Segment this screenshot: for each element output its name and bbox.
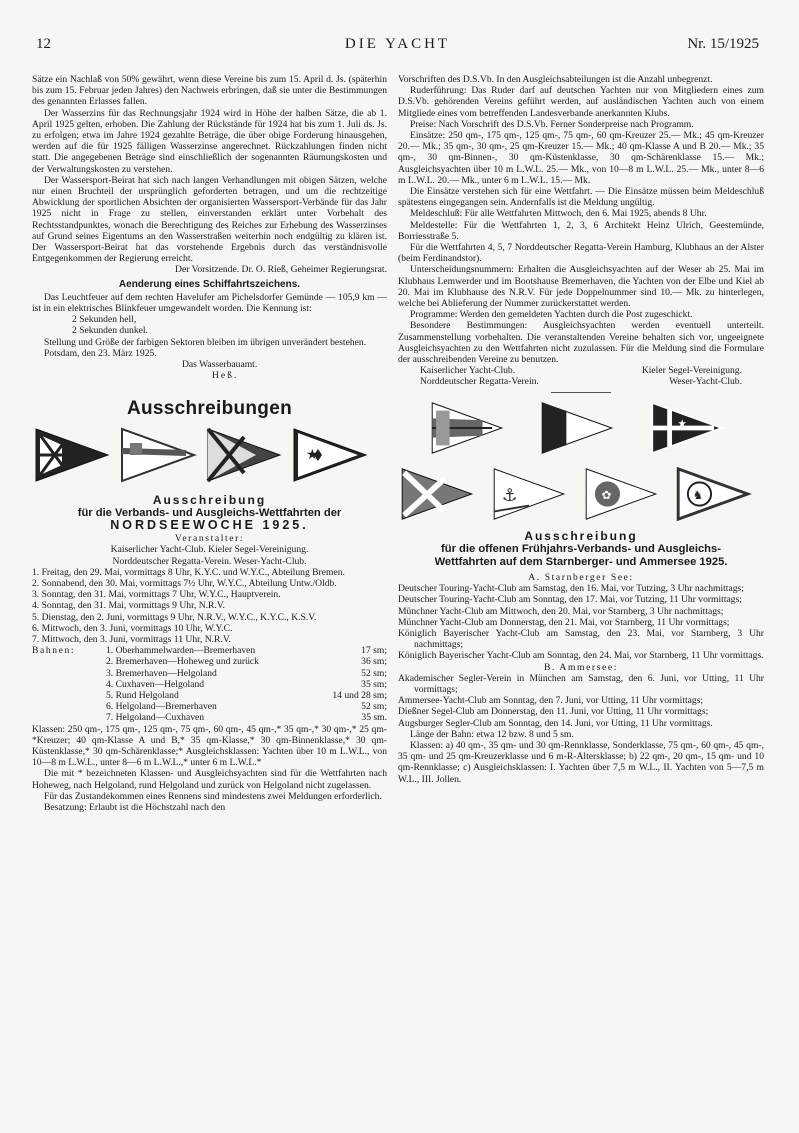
- pennant-icon: [490, 465, 568, 523]
- course-route: 2. Bremerhaven—Hoheweg und zurück: [106, 656, 259, 668]
- svg-text:★: ★: [677, 416, 687, 430]
- pennant-icon: [32, 425, 112, 485]
- club-name: Kieler Segel-Vereinigung.: [641, 365, 742, 377]
- list-item: Deutscher Touring-Yacht-Club am Samstag, den 16. Mai, vor Tutzing, 3 Uhr nachmittags;: [398, 583, 744, 595]
- signoff: Der Vorsitzende. Dr. O. Rieß, Geheimer Regierungsrat.: [175, 264, 387, 276]
- list-item: Münchner Yacht-Club am Donnerstag, den 21. Mai, vor Starnberg, 11 Uhr vormittags;: [398, 616, 730, 628]
- paragraph: Klassen: a) 40 qm-, 35 qm- und 30 qm-Rennklasse, Sonderklasse, 75 qm-, 60 qm-, 45 qm-, 35 qm- und 25 qm-Kreuzerklasse und 6 m-R-Altersklasse; b) 22 qm-, 20 qm-, 15 qm- und 10 qm-Rennklasse; c) Ausgleichsklassen: I. Yachten über 7,5 m W.L., II. Yachten von 5—7,5 m W.L., III. Jollen.: [398, 739, 764, 785]
- list-item: Dießner Segel-Club am Donnerstag, den 11. Juni, vor Utting, 11 Uhr vormittags;: [398, 706, 709, 718]
- paragraph: Stellung und Größe der farbigen Sektoren bleiben im übrigen unverändert bestehen.: [44, 336, 367, 348]
- organizer-clubs: Norddeutscher Regatta-Verein. Weser-Yacht-Club.: [112, 555, 307, 567]
- paragraph: Die Einsätze verstehen sich für eine Wettfahrt. — Die Einsätze müssen beim Meldeschluß spätestens eingegangen sein. Andernfalls ist die Meldung ungültig.: [398, 186, 764, 209]
- event-name: NORDSEEWOCHE 1925.: [110, 517, 309, 532]
- club-name: Kaiserlicher Yacht-Club.: [420, 365, 516, 377]
- paragraph: Unterscheidungsnummern: Erhalten die Ausgleichsyachten auf der Weser ab 25. Mai im Klubhaus Lemwerder und im Bootshause Bremerhaven, die Yachten von der Elbe und Kiel ab 20. Mai im Klubhause des N.R.V. Für jede Doppelnummer sind 10.— Mk. zu hinterlegen, welche bei Ablieferung der Nummer zurückerstattet werden.: [398, 264, 764, 310]
- page-number: 12: [36, 36, 51, 52]
- section-title: Ausschreibungen: [127, 398, 292, 420]
- svg-text:♞: ♞: [692, 487, 704, 502]
- pennant-icon: [290, 425, 370, 485]
- pennant-icon: [538, 399, 616, 457]
- list-item: Ammersee-Yacht-Club am Sonntag, den 7. Juni, vor Utting, 11 Uhr vormittags;: [398, 695, 704, 707]
- course-route: 3. Bremerhaven—Helgoland: [106, 667, 217, 679]
- paragraph: Meldeschluß: Für alle Wettfahrten Mittwoch, den 6. Mai 1925, abends 8 Uhr.: [410, 208, 707, 220]
- pennant-icon: [674, 465, 752, 523]
- list-item: 4. Sonntag, den 31. Mai, vormittags 9 Uhr, N.R.V.: [32, 600, 225, 612]
- club-name: Weser-Yacht-Club.: [669, 376, 742, 388]
- paragraph: Der Wassersport-Beirat hat sich nach langen Verhandlungen mit obigen Sätzen, welche nur einen Bruchteil der ursprünglich geforderten betragen, und um die rechtzeitige Abwicklung der sportlichen Absichten der organisierten Wassersport-Verbände für das Jahr 1925 nicht in Frage zu stellen, einverstanden erklärt unter Vorbehalt des Rechtsstandpunktes, wonach die Berechtigung des Reiches zur Erhebung des Wasserzinses auf Grund seines Eigentums an den Wasserstraßen weiterhin noch endgültig zu klären ist. Der Wassersport-Beirat hat das vorstehende Ergebnis durch das verständnisvolle Entgegenkommen der Regierung erreicht.: [32, 174, 387, 265]
- course-route: 5. Rund Helgoland: [106, 689, 179, 701]
- pennant-icon: [428, 399, 506, 457]
- pennant-icon: [118, 425, 198, 485]
- issue-number: Nr. 15/1925: [687, 36, 759, 52]
- pennants-row: [32, 425, 387, 489]
- page-header: [36, 36, 759, 56]
- list-item: 5. Dienstag, den 2. Juni, vormittags 9 Uhr, N.R.V., W.Y.C., K.Y.C., K.S.V.: [32, 611, 317, 623]
- organizer-label: Veranstalter:: [174, 533, 245, 545]
- svg-text:✿: ✿: [601, 487, 612, 502]
- svg-text:⚓: ⚓: [501, 485, 518, 506]
- list-item: 6. Mittwoch, den 3. Juni, vormittags 10 Uhr, W.Y.C.: [32, 622, 233, 634]
- announcement-subtitle: Wettfahrten auf dem Starnberger- und Ammersee 1925.: [434, 555, 728, 568]
- announcement-title: Ausschreibung: [152, 492, 267, 507]
- list-item: Akademischer Segler-Verein in München am Samstag, den 6. Juni, vor Utting, 11 Uhr vormittags;: [398, 672, 764, 695]
- course-distance: 17 sm;: [361, 645, 387, 657]
- announcement-subtitle: für die Verbands- und Ausgleichs-Wettfahrten der: [77, 506, 342, 519]
- course-distance: 36 sm;: [361, 656, 387, 668]
- list-item: 3. Sonntag, den 31. Mai, vormittags 7 Uhr, W.Y.C., Hauptverein.: [32, 589, 281, 601]
- courses-label: Bahnen:: [32, 645, 76, 657]
- paragraph: Besondere Bestimmungen: Ausgleichsyachten werden eventuell unterteilt. Zusammenstellung vorbehalten. Die veranstaltenden Vereine behalten sich vor, ungeeignete Ausgleichsyachten zu den Wettfahrten nicht zuzulassen. Für die Meldung sind die Formulare der ausschreibenden Vereine zu benutzen.: [398, 320, 764, 366]
- race-schedule: [32, 567, 387, 645]
- race-schedule: [398, 673, 764, 729]
- course-distance: 52 sm;: [361, 667, 387, 679]
- course-route: 4. Cuxhaven—Helgoland: [106, 678, 205, 690]
- paragraph: Der Wasserzins für das Rechnungsjahr 1924 wird in Höhe der halben Sätze, die ab 1. April 1925 gelten, erhoben. Die Zahlung der Rückstände für 1924 hat bis zum 1. Juli ds. Js. zu erfolgen; etwa im Jahre 1924 gezahlte Beträge, die über obige Forderung hinausgehen, werden auf die für 1925 fälligen Wasserzinse angerechnet. Rückzahlungen finden nicht statt. Die angegebenen Beträge sind einschließlich der sogenannten Räumungskosten und der Verwaltungskosten zu verstehen.: [32, 107, 387, 175]
- course-distance: 14 und 28 sm;: [332, 689, 387, 701]
- paragraph: Einsätze: 250 qm-, 175 qm-, 125 qm-, 75 qm-, 60 qm-Kreuzer 25.— Mk.; 45 qm-Kreuzer 20.— Mk.; 35 qm-, 30 qm-, 25 qm-Kreuzer 15.— Mk.; 40 qm-Klasse A und B 20.— Mk.; 35 qm-, 30 qm-Binnen-, 30 qm-Küstenklasse, 30 qm-Schärenklasse 15.— Mk.; Ausgleichsyachten über 10 m L.W.L. 25.— Mk., von 10—8 m L.W.L. 25.— Mk., unter 8—6 m L.W.L. 20.— Mk., unter 6 m L.W.L. 15.— Mk.: [398, 130, 764, 186]
- pennant-icon: [398, 465, 476, 523]
- paragraph: Meldestelle: Für die Wettfahrten 1, 2, 3, 6 Architekt Heinz Ulrich, Geestemünde, Borriesstraße 5.: [398, 219, 764, 242]
- left-column: [32, 74, 387, 813]
- paragraph: Preise: Nach Vorschrift des D.S.Vb. Ferner Sonderpreise nach Programm.: [410, 118, 694, 130]
- pennant-icon: [204, 425, 284, 485]
- paragraph: Vorschriften des D.S.Vb. In den Ausgleichsabteilungen ist die Anzahl unbegrenzt.: [398, 74, 713, 85]
- signal-line: 2 Sekunden dunkel.: [72, 325, 148, 337]
- courses-table: [32, 645, 387, 723]
- svg-text:★: ★: [306, 446, 319, 463]
- signal-line: 2 Sekunden hell,: [72, 314, 137, 326]
- journal-title: DIE YACHT: [344, 36, 451, 52]
- signer-name: Heß.: [212, 370, 239, 382]
- paragraph: Klassen: 250 qm-, 175 qm-, 125 qm-, 75 qm-, 60 qm-, 45 qm-,* 35 qm-,* 30 qm-,* 25 qm-*Kreuzer; 40 qm-Klasse A und B,* 35 qm-Klasse,* 30 qm-Binnenklasse,* 30 qm-Küstenklasse,* 30 qm-Schärenklasse;* Ausgleichsklassen: Yachten über 10 m L.W.L., von 10—8 m L.W.L., unter 8—6 m L.W.L.,* unter 6 m L.W.L.*: [32, 723, 387, 769]
- paragraph: Länge der Bahn: etwa 12 bzw. 8 und 5 sm.: [410, 728, 574, 740]
- course-route: 6. Helgoland—Bremerhaven: [106, 701, 217, 713]
- paragraph: Sätze ein Nachlaß von 50% gewährt, wenn diese Vereine bis zum 15. April d. Js. (späterhin bis zum 15. Februar jeden Jahres) den Nachweis erbringen, daß sie unter die Bestimmungen des genannten Erlasses fallen.: [32, 74, 387, 108]
- paragraph: Programme: Werden den gemeldeten Yachten durch die Post zugeschickt.: [410, 309, 693, 321]
- announcement-subtitle: für die offenen Frühjahrs-Verbands- und Ausgleichs-: [441, 542, 721, 555]
- list-item: Königlich Bayerischer Yacht-Club am Sonntag, den 24. Mai, vor Starnberg, 11 Uhr vormittags.: [398, 650, 764, 662]
- right-column: [398, 74, 764, 785]
- list-item: Augsburger Segler-Club am Sonntag, den 14. Juni, vor Utting, 11 Uhr vormittags.: [398, 717, 713, 729]
- pennant-icon: [582, 465, 660, 523]
- list-item: 7. Mittwoch, den 3. Juni, vormittags 11 Uhr, N.R.V.: [32, 633, 231, 645]
- course-distance: 52 sm;: [361, 701, 387, 713]
- date-line: Potsdam, den 23. März 1925.: [44, 347, 157, 359]
- announcement-title: Ausschreibung: [524, 528, 638, 543]
- race-schedule: [398, 583, 764, 661]
- course-distance: 35 sm.: [361, 712, 387, 724]
- lake-heading: B. Ammersee:: [543, 661, 619, 673]
- list-item: 1. Freitag, den 29. Mai, vormittags 8 Uhr, K.Y.C. und W.Y.C., Abteilung Bremen.: [32, 566, 345, 578]
- course-route: 7. Helgoland—Cuxhaven: [106, 712, 205, 724]
- office-name: Das Wasserbauamt.: [182, 359, 258, 371]
- paragraph: Für das Zustandekommen eines Rennens sind mindestens zwei Meldungen erforderlich.: [44, 790, 382, 802]
- paragraph: Das Leuchtfeuer auf dem rechten Havelufer am Pichelsdorfer Gemünde — 105,9 km — ist in ein elektrisches Blinkfeuer umgewandelt worden. Die Kennung ist:: [32, 291, 387, 315]
- list-item: 2. Sonnabend, den 30. Mai, vormittags 7½ Uhr, W.Y.C., Abteilung Untw./Oldb.: [32, 577, 337, 589]
- pennants-row: [398, 463, 764, 525]
- lake-heading: A. Starnberger See:: [528, 571, 634, 583]
- paragraph: Für die Wettfahrten 4, 5, 7 Norddeutscher Regatta-Verein Hamburg, Klubhaus an der Alster (beim Ferdinandstor).: [398, 242, 764, 265]
- paragraph: Ruderführung: Das Ruder darf auf deutschen Yachten nur von Mitgliedern eines zum D.S.Vb. gehörenden Vereins geführt werden, auf ausländischen Yachten auch von einem Mitgliede eines vom betreffenden Landesverbande anerkannten Klubs.: [398, 85, 764, 119]
- divider: [551, 392, 611, 393]
- paragraph: Die mit * bezeichneten Klassen- und Ausgleichsyachten sind für die Wettfahrten nach Hoheweg, nach Helgoland, rund Helgoland und zurück von Helgoland nicht zugelassen.: [32, 768, 387, 791]
- club-name: Norddeutscher Regatta-Verein.: [420, 376, 539, 388]
- pennants-row: [398, 397, 764, 459]
- signature-row: [398, 376, 764, 387]
- list-item: Deutscher Touring-Yacht-Club am Sonntag, den 17. Mai, vor Tutzing, 11 Uhr vormittags;: [398, 594, 742, 606]
- course-route: 1. Oberhammelwarden—Bremerhaven: [106, 645, 256, 657]
- course-distance: 35 sm;: [361, 678, 387, 690]
- signature-row: [398, 365, 764, 376]
- list-item: Münchner Yacht-Club am Mittwoch, den 20. Mai, vor Starnberg, 3 Uhr nachmittags;: [398, 605, 724, 617]
- organizer-clubs: Kaiserlicher Yacht-Club. Kieler Segel-Vereinigung.: [110, 544, 309, 556]
- paragraph: Besatzung: Erlaubt ist die Höchstzahl nach den: [44, 801, 226, 813]
- list-item: Königlich Bayerischer Yacht-Club am Samstag, den 23. Mai, vor Starnberg, 3 Uhr nachmittags;: [398, 627, 764, 651]
- pennant-icon: [648, 399, 726, 457]
- section-heading: Aenderung eines Schiffahrtszeichens.: [118, 278, 301, 290]
